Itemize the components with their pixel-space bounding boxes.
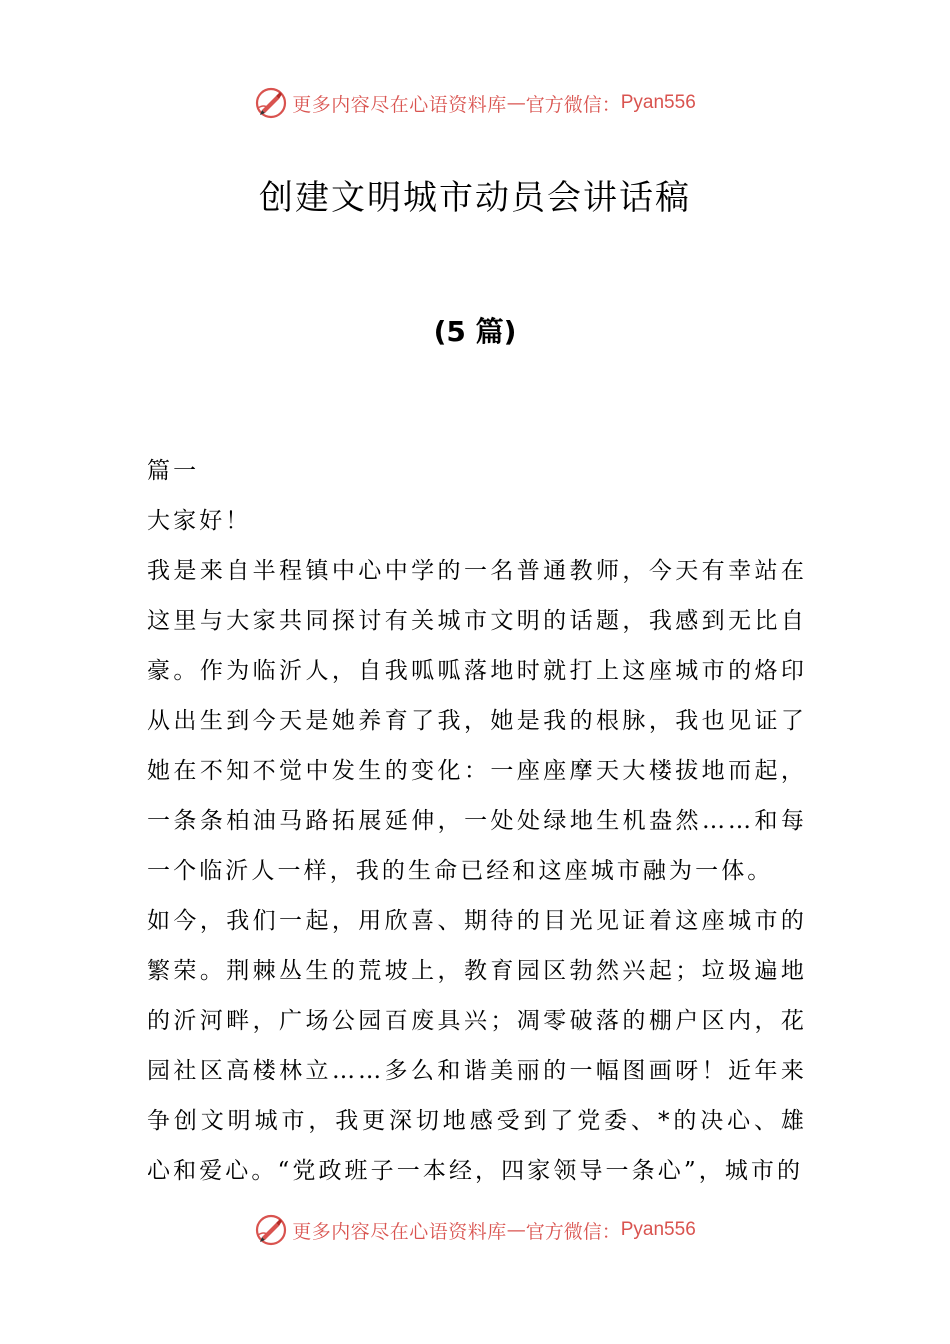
- watermark-label: 官方微信：: [525, 1220, 621, 1243]
- watermark-wechat-id: Pyan556: [620, 1219, 696, 1240]
- watermark-text: 更多内容尽在心语资料库: [292, 93, 507, 116]
- header-watermark: [0, 83, 950, 123]
- section-label: 篇一: [147, 458, 200, 484]
- watermark-wechat-id: Pyan556: [620, 92, 696, 113]
- paragraph-1: 我是来自半程镇中心中学的一名普通教师，今天有幸站在这里与大家共同探讨有关城市文明的话题，我感到无比自豪。作为临沂人，自我呱呱落地时就打上这座城市的烙印从出生到今天是她养育了我，她是我的根脉，我也见证了她在不知不觉中发生的变化：一座座摩天大楼拔地而起，一条条柏油马路拓展延伸，一处处绿地生机盎然……和每一个临沂人一样，我的生命已经和这座城市融为一体。: [147, 558, 807, 884]
- pen-logo-icon: [254, 86, 288, 120]
- document-body: [147, 446, 807, 1196]
- watermark-label: 官方微信：: [525, 93, 621, 116]
- watermark-text: 更多内容尽在心语资料库: [292, 1220, 507, 1243]
- footer-watermark: [0, 1210, 950, 1250]
- document-title: 创建文明城市动员会讲话稿: [259, 178, 691, 218]
- paragraph-2: 如今，我们一起，用欣喜、期待的目光见证着这座城市的繁荣。荆棘丛生的荒坡上，教育园区勃然兴起；垃圾遍地的沂河畔，广场公园百废具兴；凋零破落的棚户区内，花园社区高楼林立……多么和谐美丽的一幅图画呀！近年来争创文明城市，我更深切地感受到了党委、*的决心、雄心和爱心。“党政班子一本经，四家领导一条心”，城市的: [147, 908, 807, 1184]
- watermark-separator: —: [506, 1219, 526, 1241]
- greeting: 大家好！: [147, 508, 252, 534]
- document-subtitle: (5 篇): [433, 315, 517, 348]
- watermark-separator: —: [506, 92, 526, 114]
- pen-logo-icon: [254, 1213, 288, 1247]
